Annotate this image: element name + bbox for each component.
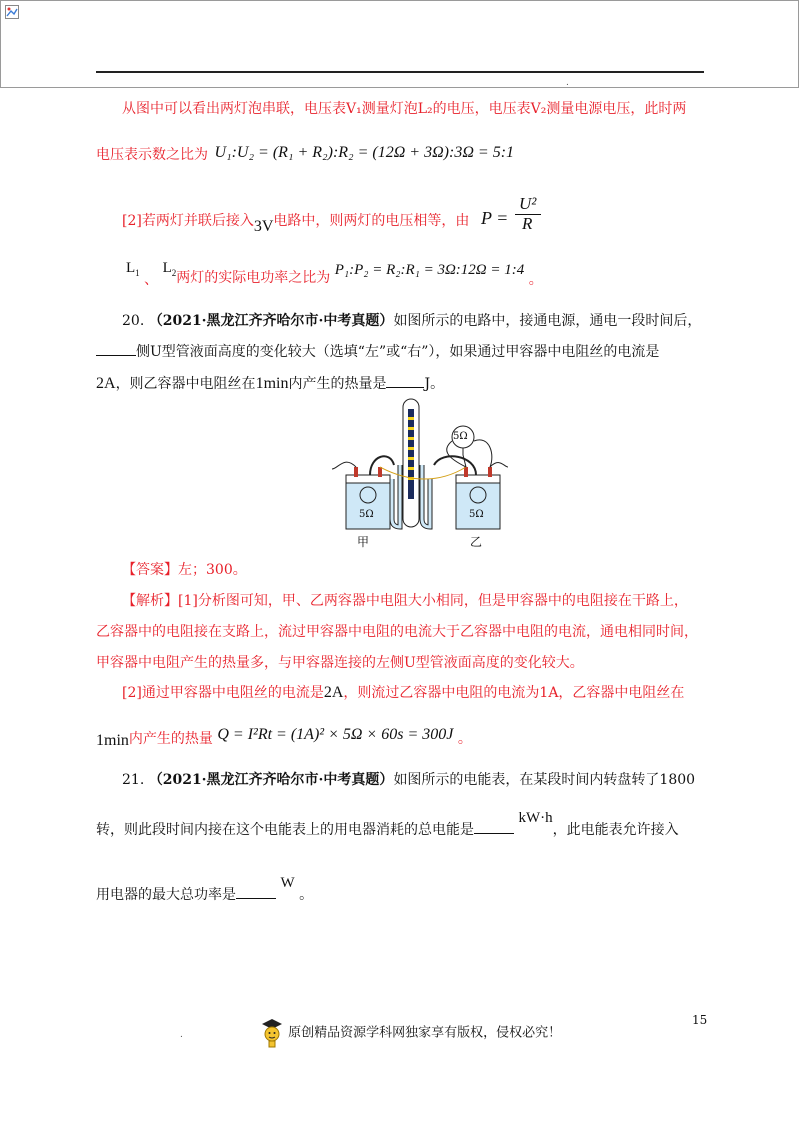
answer-blank-2[interactable] — [386, 375, 424, 388]
power-ratio-line — [126, 262, 543, 287]
q21-text-3b: 。 — [299, 887, 314, 903]
q20-source: （2021·黑龙江齐齐哈尔市·中考真题） — [148, 313, 394, 329]
q20-text-3e: J。 — [424, 376, 445, 392]
answer-line: 【答案】左；300。 — [122, 562, 247, 578]
right-resistor-label: 5Ω — [469, 509, 484, 520]
analysis-4a: [2]通过甲容器中电阻丝的电流是 — [122, 685, 324, 701]
apparatus-drawing — [330, 395, 510, 555]
q21-line-3 — [96, 875, 314, 905]
ratio-intro: 电压表示数之比为 — [96, 147, 208, 163]
lamp-l1: $L_1$ — [126, 260, 140, 278]
equation-voltage-ratio: U₁:U₂ = (R₁ + R₂):R₂ = (12Ω + 3Ω):3Ω = 5:1 — [214, 144, 515, 161]
analysis-current: 2A — [323, 684, 344, 701]
q20-number: 20. — [122, 313, 145, 329]
power-numerator: U² — [519, 194, 537, 213]
power-ratio-intro: 两灯的实际电功率之比为 — [176, 270, 331, 286]
q20-text-3d: 内产生的热量是 — [288, 376, 387, 392]
equation-power-ratio: P₁:P₂ = R₂:R₁ = 3Ω:12Ω = 1:4 — [334, 262, 525, 278]
analysis-q20-line-1: 【解析】[1]分析图可知，甲、乙两容器中电阻大小相同，但是甲容器中的电阻接在干路上， — [122, 593, 688, 609]
q21-text-3a: 用电器的最大总功率是 — [96, 887, 236, 903]
time-value: 1min — [255, 375, 289, 392]
parallel-line — [122, 211, 470, 235]
circuit-figure — [330, 395, 510, 555]
container-a-label: 甲 — [357, 535, 370, 549]
q21-line-2 — [96, 810, 679, 840]
q21-line-1 — [122, 770, 695, 790]
lamp-separator: 、 — [144, 272, 159, 288]
header-rule — [96, 71, 704, 73]
mascot-icon — [260, 1018, 284, 1048]
answer-blank-1[interactable] — [96, 343, 136, 356]
page-header — [0, 0, 799, 88]
q21-text-2b: ，此电能表允许接入 — [552, 822, 679, 838]
analysis-5b: 内产生的热量 — [128, 731, 213, 747]
analysis-line-1: 从图中可以看出两灯泡串联，电压表V₁测量灯泡L₂的电压，电压表V₂测量电源电压，此时两 — [122, 101, 687, 117]
answer-blank-3[interactable] — [474, 821, 514, 834]
parallel-mid: 电路中，则两灯的电压相等，由 — [273, 213, 470, 229]
q21-number: 21. — [122, 772, 145, 788]
q21-text-2a: 转，则此段时间内接在这个电能表上的用电器消耗的总电能是 — [96, 822, 474, 838]
top-resistor-label: 5Ω — [453, 431, 468, 442]
analysis-time: 1min — [96, 732, 129, 749]
q20-text-3b: ，则乙容器中电阻丝在 — [115, 376, 256, 392]
footer-dot: . — [180, 1030, 183, 1040]
q20-line-1 — [122, 311, 701, 331]
analysis-q20-line-4 — [122, 683, 684, 703]
answer-blank-4[interactable] — [236, 886, 276, 899]
sentence-end: 。 — [528, 272, 543, 288]
header-dot: . — [566, 78, 569, 88]
power-denominator: R — [522, 214, 533, 233]
copyright-notice: 原创精品资源学科网独家享有版权，侵权必究！ — [288, 1025, 562, 1041]
q21-text-1: 如图所示的电能表，在某段时间内转盘转了1800 — [393, 772, 696, 788]
current-value: 2A — [96, 375, 116, 392]
q20-text-1: 如图所示的电路中，接通电源，通电一段时间后， — [393, 313, 702, 329]
analysis-q20-line-3: 甲容器中电阻产生的热量多，与甲容器连接的左侧U型管液面高度的变化较大。 — [96, 655, 584, 671]
analysis-q20-line-5 — [96, 726, 472, 749]
q20-line-2 — [96, 342, 659, 362]
voltage-value: 3V — [253, 218, 274, 235]
q21-source: （2021·黑龙江齐齐哈尔市·中考真题） — [148, 772, 394, 788]
lamp-l2: $L_2$ — [162, 260, 177, 278]
energy-unit: kW·h — [518, 810, 553, 826]
power-unit: W — [280, 875, 295, 891]
q20-text-2: 侧U型管液面高度的变化较大（选填“左”或“右”），如果通过甲容器中电阻丝的电流是 — [136, 344, 660, 360]
analysis-line-2 — [96, 143, 514, 165]
footer — [260, 1018, 561, 1048]
equation-heat: Q = I²Rt = (1A)² × 5Ω × 60s = 300J — [217, 726, 454, 743]
left-resistor-label: 5Ω — [359, 509, 374, 520]
q20-line-3 — [96, 374, 444, 394]
analysis-end: 。 — [457, 731, 472, 747]
parallel-intro: [2]若两灯并联后接入 — [122, 213, 254, 229]
page-number: 15 — [692, 1013, 708, 1027]
container-b-label: 乙 — [470, 535, 483, 549]
analysis-q20-line-2: 乙容器中的电阻接在支路上，流过甲容器中电阻的电流大于乙容器中电阻的电流，通电相同时间， — [96, 624, 698, 640]
power-lhs: P = — [481, 208, 509, 228]
broken-image-icon — [5, 5, 19, 19]
analysis-4c: ，则流过乙容器中电阻的电流为1A，乙容器中电阻丝在 — [343, 685, 685, 701]
